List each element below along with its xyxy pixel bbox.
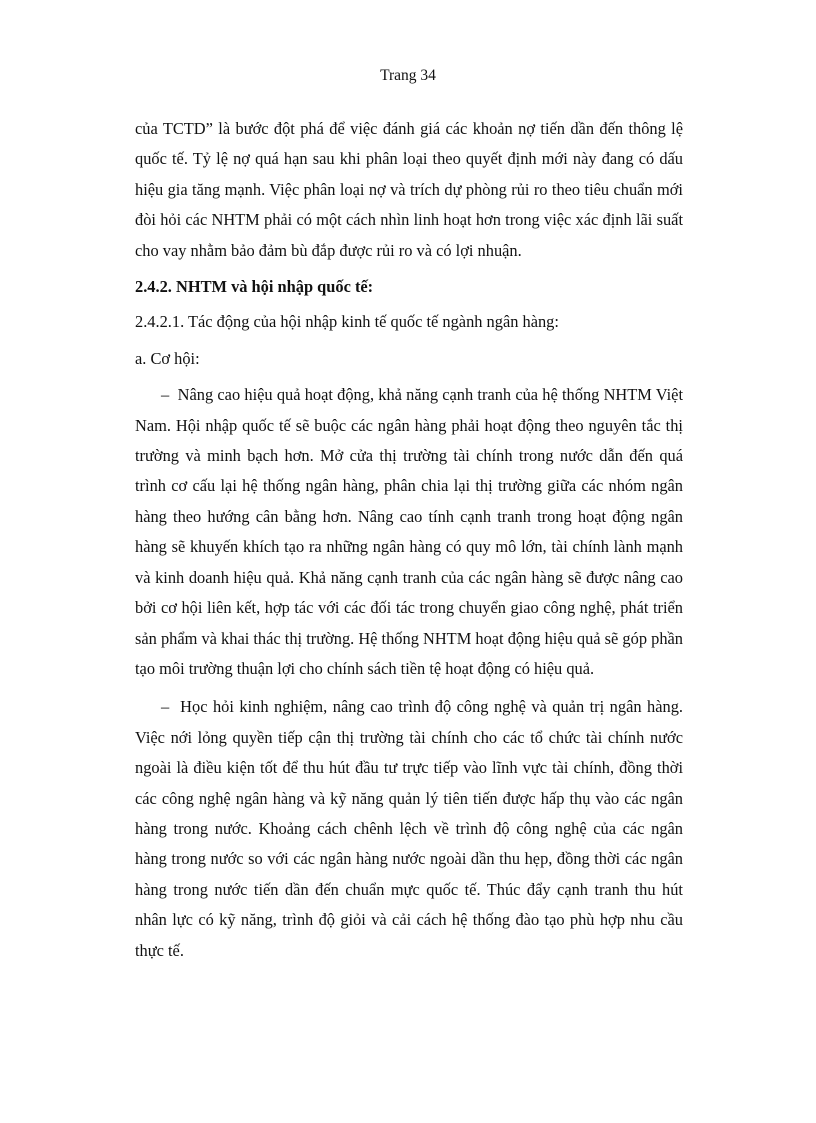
dash-marker: – [161, 385, 170, 405]
section-heading: 2.4.2. NHTM và hội nhập quốc tế: [135, 277, 374, 297]
intro-paragraph: của TCTD” là bước đột phá để việc đánh giá các khoản nợ tiến dần đến thông lệ quốc tế. Tỷ lệ nợ quá hạn sau khi phân loại theo quyết định mới này đang có dấu hiệu gia tăng mạnh. Việc phân loại nợ và trích dự phòng rủi ro theo tiêu chuẩn mới đòi hỏi các NHTM phải có một cách nhìn linh hoạt hơn trong việc xác định lãi suất cho vay nhằm bảo đảm bù đắp được rủi ro và có lợi nhuận. [135, 119, 683, 260]
bullet-paragraph-opportunities [135, 380, 683, 684]
page-number: Trang 34 [380, 67, 436, 84]
bullet-paragraph-learning [135, 692, 683, 966]
page-content [135, 114, 683, 974]
item-heading: a. Cơ hội: [135, 348, 200, 368]
subsection-heading: 2.4.2.1. Tác động của hội nhập kinh tế quốc tế ngành ngân hàng: [135, 312, 559, 332]
dash-marker: – [161, 697, 170, 717]
bullet-text: Nâng cao hiệu quả hoạt động, khả năng cạnh tranh của hệ thống NHTM Việt Nam. Hội nhập quốc tế sẽ buộc các ngân hàng phải hoạt động theo nguyên tắc thị trường và minh bạch hơn. Mở cửa thị trường tài chính trong nước dẫn đến quá trình cơ cấu lại hệ thống ngân hàng, phân chia lại thị trường giữa các nhóm ngân hàng theo hướng cân bằng hơn. Nâng cao tính cạnh tranh trong hoạt động ngân hàng sẽ khuyến khích tạo ra những ngân hàng có quy mô lớn, tài chính lành mạnh và kinh doanh hiệu quả. Khả năng cạnh tranh của các ngân hàng sẽ được nâng cao bởi cơ hội liên kết, hợp tác với các đối tác trong chuyển giao công nghệ, phát triển sản phẩm và khai thác thị trường. Hệ thống NHTM hoạt động hiệu quả sẽ góp phần tạo môi trường thuận lợi cho chính sách tiền tệ hoạt động có hiệu quả. [135, 385, 683, 678]
bullet-text: Học hỏi kinh nghiệm, nâng cao trình độ công nghệ và quản trị ngân hàng. Việc nới lỏng quyền tiếp cận thị trường tài chính cho các tổ chức tài chính nước ngoài là điều kiện tốt để thu hút đầu tư trực tiếp vào lĩnh vực tài chính, đồng thời các công nghệ ngân hàng và kỹ năng quản lý tiên tiến được hấp thụ vào các ngân hàng trong nước. Khoảng cách chênh lệch về trình độ công nghệ của các ngân hàng trong nước so với các ngân hàng nước ngoài dần thu hẹp, đồng thời các ngân hàng trong nước tiến dần đến chuẩn mực quốc tế. Thúc đẩy cạnh tranh thu hút nhân lực có kỹ năng, trình độ giỏi và cải cách hệ thống đào tạo phù hợp nhu cầu thực tế. [135, 697, 683, 960]
